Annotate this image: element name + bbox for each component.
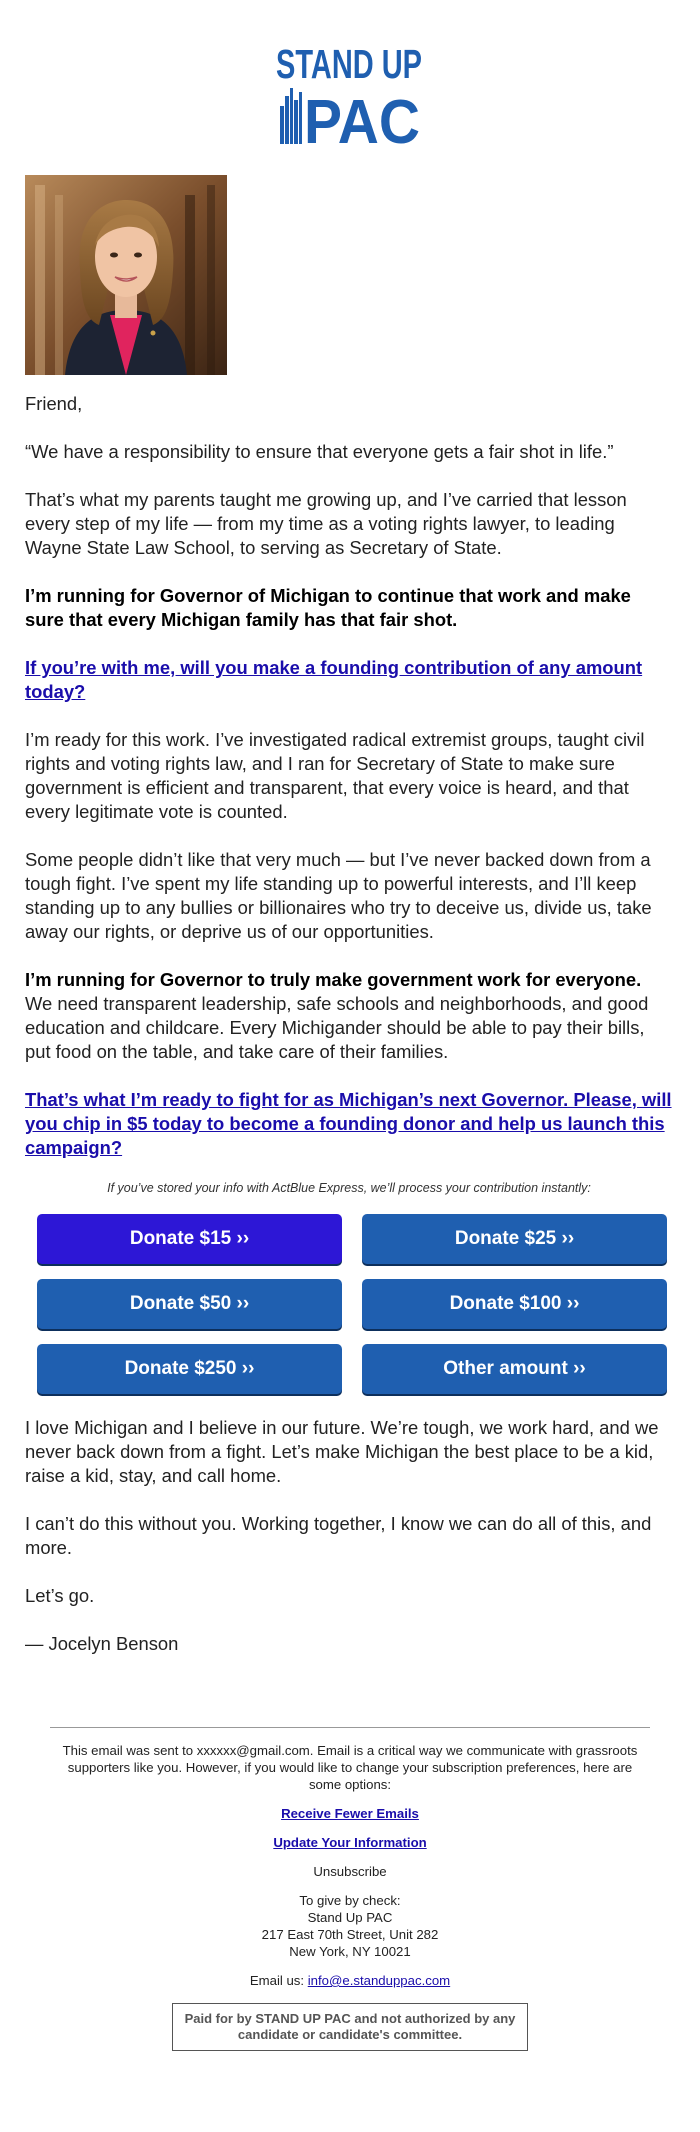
candidate-portrait-image bbox=[25, 175, 227, 375]
donate-button-grid bbox=[25, 1214, 673, 1394]
donate-other-amount-button[interactable]: Other amount ›› bbox=[362, 1344, 667, 1394]
footer-sent-to: This email was sent to xxxxxx@gmail.com. Email is a critical way we communicate with grassroots supporters like you. However, if you would like to change your subscription preferences, here are some options: bbox=[62, 1743, 638, 1792]
email-us bbox=[50, 1972, 650, 1989]
paragraph-need-you: I can’t do this without you. Working together, I know we can do all of this, and more. bbox=[25, 1513, 652, 1558]
skyline-icon bbox=[280, 88, 302, 144]
paragraph-ready: I’m ready for this work. I’ve investigated radical extremist groups, taught civil rights and voting rights law, and I ran for Secretary of State to make sure government is efficient and transparent, that every voice is heard, and that every legitimate vote is counted. bbox=[25, 729, 645, 822]
paid-for-disclaimer: Paid for by STAND UP PAC and not authorized by any candidate or candidate's committee. bbox=[172, 2003, 528, 2051]
donate-25-button[interactable]: Donate $25 ›› bbox=[362, 1214, 667, 1264]
logo-mark bbox=[274, 38, 424, 157]
logo-line2: PAC bbox=[304, 88, 420, 157]
letter-body bbox=[25, 392, 673, 1680]
update-information-link[interactable]: Update Your Information bbox=[273, 1835, 427, 1850]
paragraph-love-michigan: I love Michigan and I believe in our future. We’re tough, we work hard, and we never back down from a fight. Let’s make Michigan the best place to be a kid, raise a kid, stay, and call home. bbox=[25, 1417, 659, 1486]
donate-100-button[interactable]: Donate $100 ›› bbox=[362, 1279, 667, 1329]
check-name: Stand Up PAC bbox=[307, 1910, 393, 1925]
paragraph-tough-fight: Some people didn’t like that very much — but I’ve never backed down from a tough fight. I’ve spent my life standing up to powerful interests, and I’ll keep standing up to any bullies or billionaires who try to deceive us, divide us, take away our rights, or deprive us of our opportunities. bbox=[25, 849, 652, 942]
email-us-label: Email us: bbox=[249, 1973, 308, 1988]
government-rest: We need transparent leadership, safe schools and neighborhoods, and good education and childcare. Every Michigander should be able to pay their bills, put food on the table, and take care of their families. bbox=[25, 993, 649, 1062]
check-label: To give by check: bbox=[299, 1893, 401, 1908]
signature: — Jocelyn Benson bbox=[25, 1633, 179, 1654]
contribution-link-2[interactable]: That’s what I’m ready to fight for as Michigan’s next Governor. Please, will you chip in $5 today to become a founding donor and help us launch this campaign? bbox=[25, 1089, 672, 1158]
stand-up-pac-logo bbox=[274, 38, 424, 157]
government-bold-lead: I’m running for Governor to truly make government work for everyone. bbox=[25, 969, 642, 990]
unsubscribe-link[interactable]: Unsubscribe bbox=[313, 1864, 387, 1879]
paragraph-government bbox=[25, 968, 673, 1064]
check-street: 217 East 70th Street, Unit 282 bbox=[261, 1927, 439, 1942]
paragraph-lets-go: Let’s go. bbox=[25, 1585, 95, 1606]
actblue-note: If you’ve stored your info with ActBlue Express, we’ll process your contribution instantly: bbox=[107, 1181, 591, 1195]
check-address bbox=[50, 1892, 650, 1960]
donate-250-button[interactable]: Donate $250 ›› bbox=[37, 1344, 342, 1394]
candidate-portrait-icon bbox=[25, 175, 227, 375]
donate-15-button[interactable]: Donate $15 ›› bbox=[37, 1214, 342, 1264]
paragraph-running-statement: I’m running for Governor of Michigan to continue that work and make sure that every Michigan family has that fair shot. bbox=[25, 585, 631, 630]
greeting: Friend, bbox=[25, 393, 83, 414]
paragraph-background: That’s what my parents taught me growing up, and I’ve carried that lesson every step of my life — from my time as a voting rights lawyer, to leading Wayne State Law School, to serving as Secretary of State. bbox=[25, 489, 627, 558]
email-us-link[interactable]: info@e.standuppac.com bbox=[307, 1973, 451, 1988]
logo-line1: STAND UP bbox=[276, 41, 422, 87]
opening-quote: “We have a responsibility to ensure that everyone gets a fair shot in life.” bbox=[25, 441, 614, 462]
receive-fewer-emails-link[interactable]: Receive Fewer Emails bbox=[281, 1806, 419, 1821]
contribution-link-1[interactable]: If you’re with me, will you make a founding contribution of any amount today? bbox=[25, 657, 643, 702]
email-footer bbox=[50, 1727, 650, 2051]
check-city: New York, NY 10021 bbox=[289, 1944, 411, 1959]
donate-50-button[interactable]: Donate $50 ›› bbox=[37, 1279, 342, 1329]
